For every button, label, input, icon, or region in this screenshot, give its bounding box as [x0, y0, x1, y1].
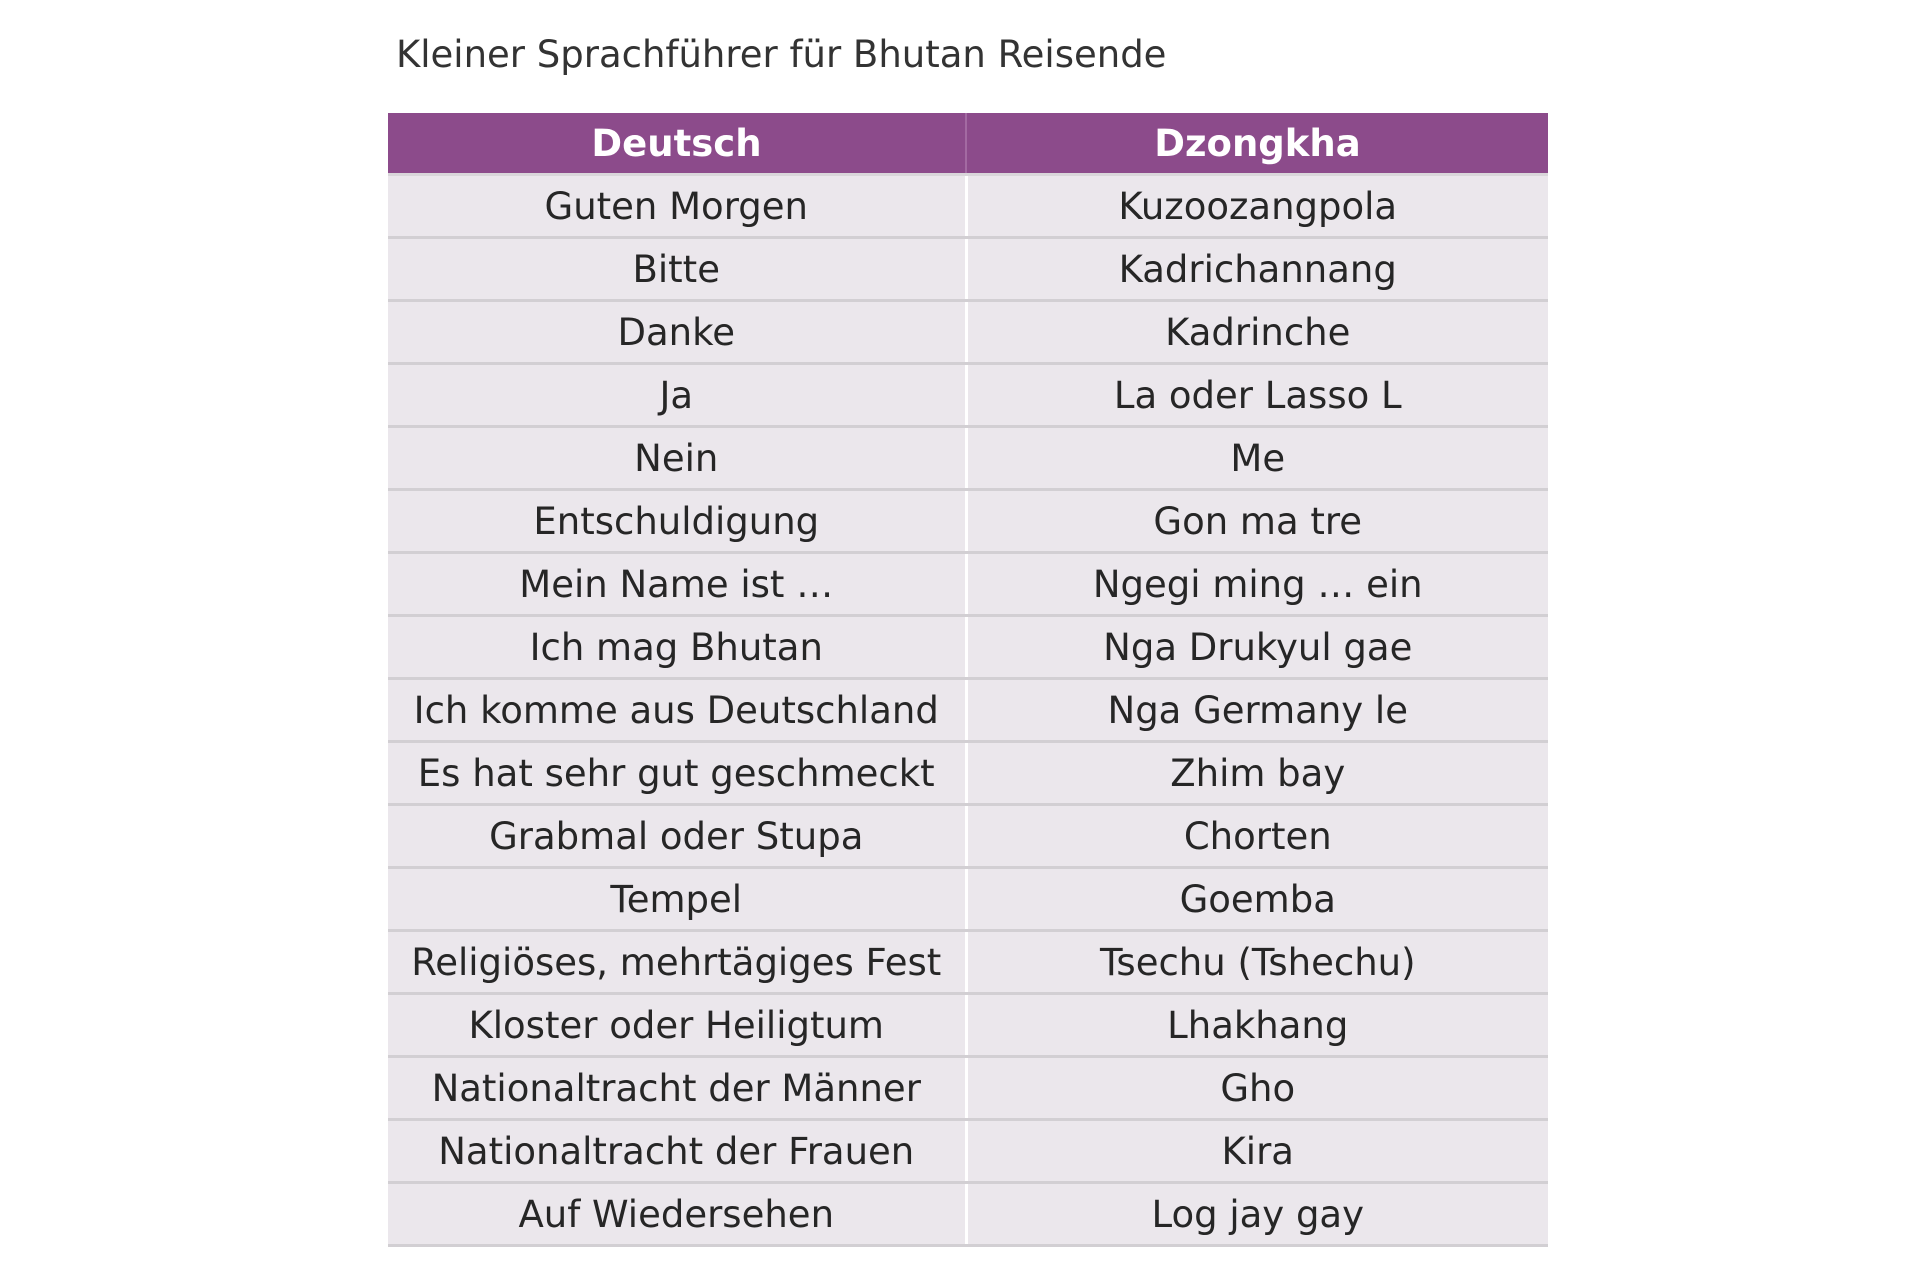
cell-deutsch: Guten Morgen	[388, 175, 966, 238]
cell-deutsch: Ich komme aus Deutschland	[388, 679, 966, 742]
table-row	[388, 238, 1548, 301]
cell-deutsch: Danke	[388, 301, 966, 364]
cell-dzongkha: Kadrichannang	[966, 238, 1548, 301]
cell-deutsch: Nationaltracht der Männer	[388, 1057, 966, 1120]
cell-deutsch: Mein Name ist …	[388, 553, 966, 616]
cell-deutsch: Ja	[388, 364, 966, 427]
table-row	[388, 679, 1548, 742]
cell-deutsch: Bitte	[388, 238, 966, 301]
table-row	[388, 616, 1548, 679]
cell-dzongkha: Tsechu (Tshechu)	[966, 931, 1548, 994]
cell-dzongkha: Goemba	[966, 868, 1548, 931]
cell-dzongkha: Kadrinche	[966, 301, 1548, 364]
cell-deutsch: Nationaltracht der Frauen	[388, 1120, 966, 1183]
table-row	[388, 742, 1548, 805]
table-row	[388, 805, 1548, 868]
cell-dzongkha: La oder Lasso L	[966, 364, 1548, 427]
cell-deutsch: Grabmal oder Stupa	[388, 805, 966, 868]
table-row	[388, 364, 1548, 427]
table-row	[388, 1120, 1548, 1183]
table-row	[388, 427, 1548, 490]
cell-deutsch: Entschuldigung	[388, 490, 966, 553]
table-row	[388, 301, 1548, 364]
phrase-table	[388, 113, 1548, 1247]
cell-dzongkha: Chorten	[966, 805, 1548, 868]
column-header-deutsch: Deutsch	[388, 113, 966, 175]
cell-deutsch: Nein	[388, 427, 966, 490]
table-row	[388, 175, 1548, 238]
cell-dzongkha: Zhim bay	[966, 742, 1548, 805]
cell-deutsch: Auf Wiedersehen	[388, 1183, 966, 1246]
table-row	[388, 490, 1548, 553]
table-row	[388, 553, 1548, 616]
table-row	[388, 1183, 1548, 1246]
cell-dzongkha: Lhakhang	[966, 994, 1548, 1057]
table-row	[388, 931, 1548, 994]
cell-dzongkha: Me	[966, 427, 1548, 490]
cell-deutsch: Tempel	[388, 868, 966, 931]
table-row	[388, 1057, 1548, 1120]
cell-dzongkha: Kira	[966, 1120, 1548, 1183]
cell-dzongkha: Ngegi ming … ein	[966, 553, 1548, 616]
column-header-dzongkha: Dzongkha	[966, 113, 1548, 175]
cell-dzongkha: Nga Drukyul gae	[966, 616, 1548, 679]
cell-deutsch: Religiöses, mehrtägiges Fest	[388, 931, 966, 994]
cell-dzongkha: Kuzoozangpola	[966, 175, 1548, 238]
table-row	[388, 994, 1548, 1057]
cell-deutsch: Kloster oder Heiligtum	[388, 994, 966, 1057]
table-header-row	[388, 113, 1548, 175]
cell-dzongkha: Nga Germany le	[966, 679, 1548, 742]
cell-dzongkha: Gon ma tre	[966, 490, 1548, 553]
cell-deutsch: Ich mag Bhutan	[388, 616, 966, 679]
cell-deutsch: Es hat sehr gut geschmeckt	[388, 742, 966, 805]
table-row	[388, 868, 1548, 931]
cell-dzongkha: Log jay gay	[966, 1183, 1548, 1246]
page-title: Kleiner Sprachführer für Bhutan Reisende	[396, 33, 1167, 76]
cell-dzongkha: Gho	[966, 1057, 1548, 1120]
